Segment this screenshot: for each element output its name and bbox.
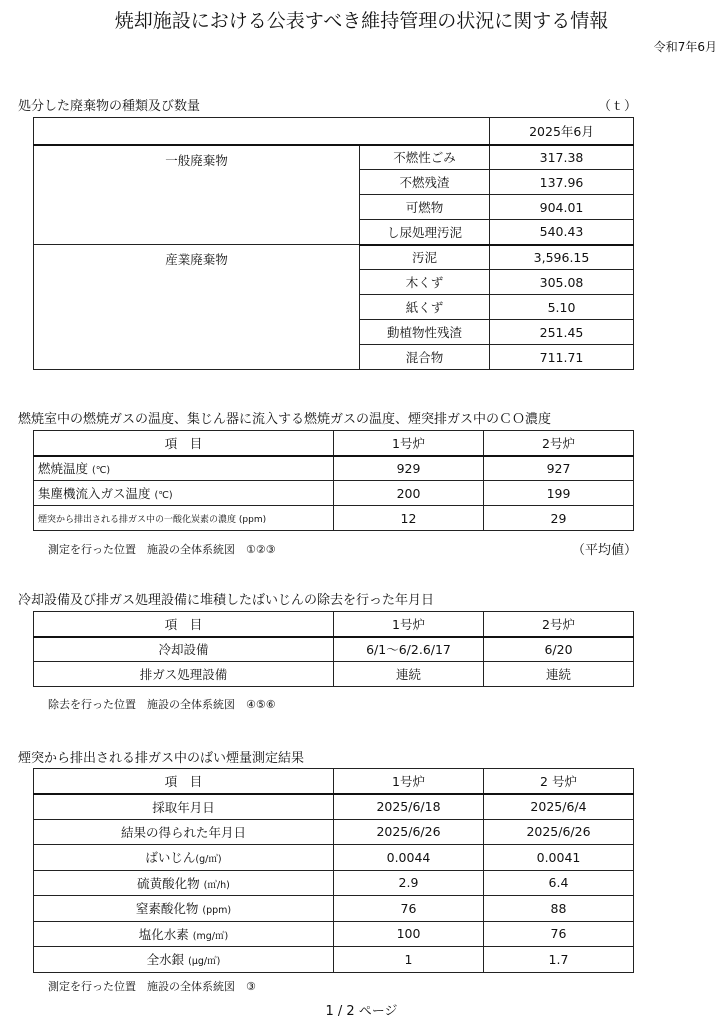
page-title: 焼却施設における公表すべき維持管理の状況に関する情報 (114, 10, 609, 32)
combustion-value: 12 (334, 506, 484, 531)
combustion-row-label: 煙突から排出される排ガス中の一酸化炭素の濃度 (ppm) (34, 506, 334, 531)
waste-item-value: 711.71 (490, 345, 634, 370)
waste-category-general: 一般廃棄物 (34, 145, 360, 245)
combustion-value: 929 (334, 456, 484, 481)
smoke-value: 76 (484, 921, 634, 947)
smoke-value: 2025/6/26 (484, 819, 634, 845)
waste-item-value: 317.38 (490, 145, 634, 170)
smoke-value: 1.7 (484, 947, 634, 973)
smoke-value: 0.0041 (484, 845, 634, 871)
smoke-value: 2025/6/26 (334, 819, 484, 845)
dust-value: 連続 (334, 662, 484, 687)
dust-header-furnace2: 2号炉 (484, 612, 634, 637)
waste-category-industrial: 産業廃棄物 (34, 245, 360, 370)
combustion-row-label: 燃焼温度 (℃) (34, 456, 334, 481)
smoke-row-label: 窒素酸化物 (ppm) (34, 896, 334, 922)
combustion-header-furnace2: 2号炉 (484, 431, 634, 456)
dust-note: 除去を行った位置 施設の全体系統図 ④⑤⑥ (48, 698, 276, 711)
waste-header-blank (34, 118, 490, 145)
page-number: 1 / 2 ページ (325, 1004, 398, 1019)
smoke-header-furnace1: 1号炉 (334, 769, 484, 794)
smoke-row-label: 硫黄酸化物 (㎥/h) (34, 870, 334, 896)
waste-item-value: 904.01 (490, 195, 634, 220)
dust-value: 連続 (484, 662, 634, 687)
smoke-row-label: 採取年月日 (34, 794, 334, 820)
waste-table (33, 117, 634, 370)
combustion-value: 29 (484, 506, 634, 531)
waste-item-value: 305.08 (490, 270, 634, 295)
combustion-table (33, 430, 634, 531)
smoke-row-label: 結果の得られた年月日 (34, 819, 334, 845)
smoke-value: 100 (334, 921, 484, 947)
combustion-value: 199 (484, 481, 634, 506)
waste-item-name: 不燃残渣 (360, 170, 490, 195)
dust-header-furnace1: 1号炉 (334, 612, 484, 637)
waste-item-name: 動植物性残渣 (360, 320, 490, 345)
waste-col-header: 2025年6月 (490, 118, 634, 145)
combustion-header-furnace1: 1号炉 (334, 431, 484, 456)
waste-unit: （ｔ） (598, 99, 638, 114)
combustion-header-item: 項 目 (34, 431, 334, 456)
smoke-row-label: 塩化水素 (mg/㎥) (34, 921, 334, 947)
smoke-value: 88 (484, 896, 634, 922)
waste-item-value: 137.96 (490, 170, 634, 195)
smoke-value: 2025/6/4 (484, 794, 634, 820)
combustion-value: 927 (484, 456, 634, 481)
smoke-value: 76 (334, 896, 484, 922)
smoke-value: 0.0044 (334, 845, 484, 871)
waste-item-name: 木くず (360, 270, 490, 295)
combustion-row-label: 集塵機流入ガス温度 (℃) (34, 481, 334, 506)
smoke-header-item: 項 目 (34, 769, 334, 794)
dust-heading: 冷却設備及び排ガス処理設備に堆積したばいじんの除去を行った年月日 (18, 593, 435, 608)
smoke-value: 2.9 (334, 870, 484, 896)
smoke-heading: 煙突から排出される排ガス中のばい煙量測定結果 (18, 751, 305, 766)
dust-header-item: 項 目 (34, 612, 334, 637)
combustion-value: 200 (334, 481, 484, 506)
smoke-value: 1 (334, 947, 484, 973)
smoke-value: 2025/6/18 (334, 794, 484, 820)
waste-item-name: 紙くず (360, 295, 490, 320)
waste-item-name: 混合物 (360, 345, 490, 370)
dust-value: 6/20 (484, 637, 634, 662)
smoke-value: 6.4 (484, 870, 634, 896)
waste-item-name: し尿処理汚泥 (360, 220, 490, 245)
dust-value: 6/1～6/2.6/17 (334, 637, 484, 662)
waste-item-value: 3,596.15 (490, 245, 634, 270)
waste-item-value: 540.43 (490, 220, 634, 245)
report-date: 令和7年6月 (653, 40, 717, 54)
smoke-note: 測定を行った位置 施設の全体系統図 ③ (48, 980, 256, 993)
waste-item-name: 不燃性ごみ (360, 145, 490, 170)
dust-row-label: 排ガス処理設備 (34, 662, 334, 687)
waste-item-value: 251.45 (490, 320, 634, 345)
smoke-row-label: 全水銀 (μg/㎥) (34, 947, 334, 973)
waste-item-name: 可燃物 (360, 195, 490, 220)
smoke-table (33, 768, 634, 973)
smoke-row-label: ばいじん(g/㎥) (34, 845, 334, 871)
combustion-note: 測定を行った位置 施設の全体系統図 ①②③ (48, 543, 276, 556)
dust-table (33, 611, 634, 687)
smoke-header-furnace2: 2 号炉 (484, 769, 634, 794)
waste-item-value: 5.10 (490, 295, 634, 320)
dust-row-label: 冷却設備 (34, 637, 334, 662)
combustion-average-label: （平均値） (572, 543, 638, 558)
combustion-heading: 燃焼室中の燃焼ガスの温度、集じん器に流入する燃焼ガスの温度、煙突排ガス中のＣＯ濃度 (18, 412, 552, 427)
waste-item-name: 汚泥 (360, 245, 490, 270)
waste-heading: 処分した廃棄物の種類及び数量 (18, 99, 201, 114)
